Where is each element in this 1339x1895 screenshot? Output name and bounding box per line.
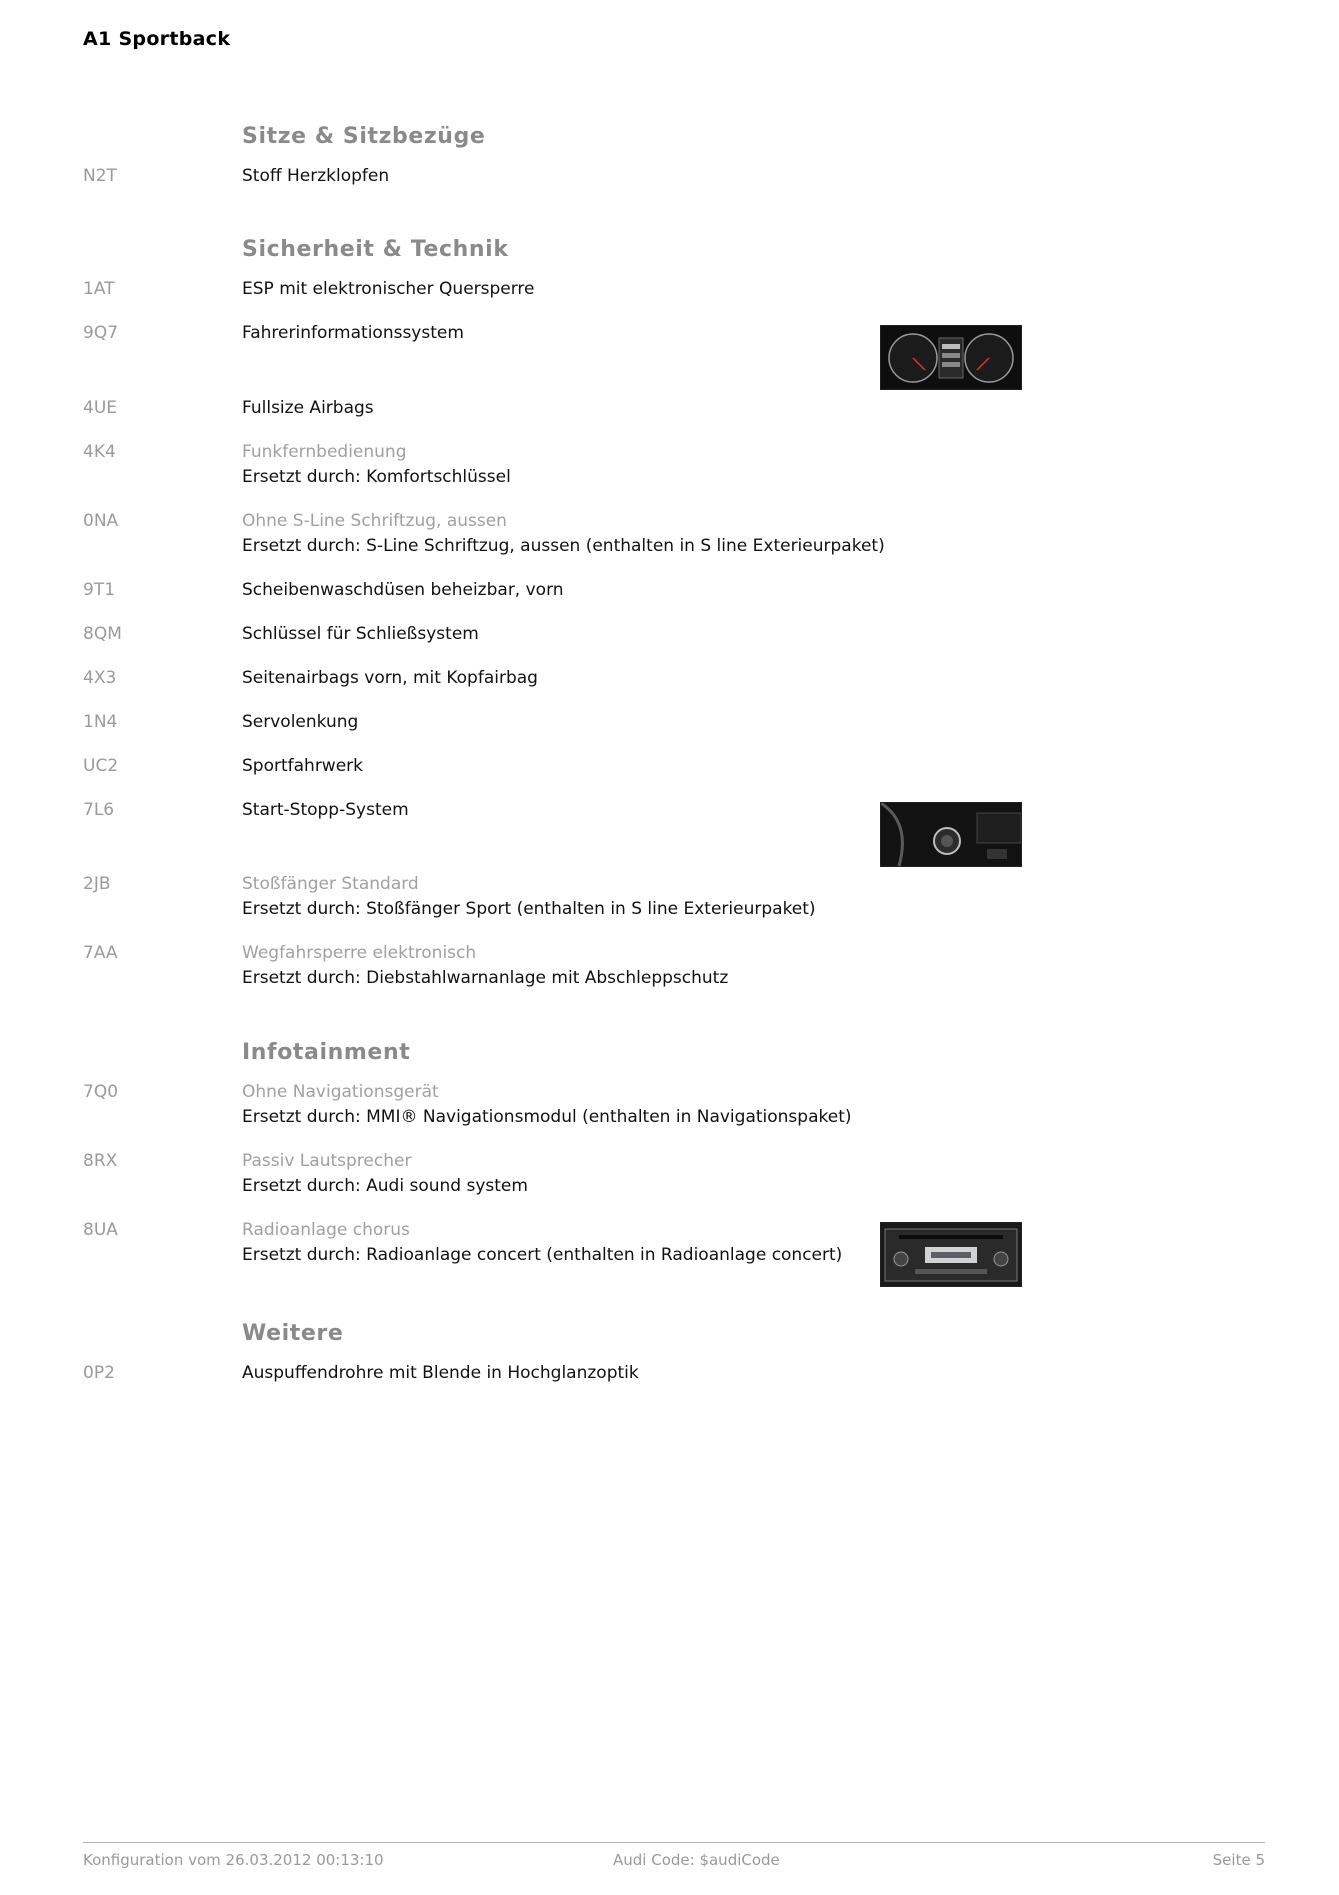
option-code: 7L6 xyxy=(83,800,115,820)
option-label-replacement: Ersetzt durch: MMI® Navigationsmodul (enthalten in Navigationspaket) xyxy=(242,1107,852,1127)
option-code: 4X3 xyxy=(83,668,117,688)
option-label: Fahrerinformationssystem xyxy=(242,323,464,343)
option-label-replacement: Ersetzt durch: Diebstahlwarnanlage mit Abschleppschutz xyxy=(242,968,729,988)
option-code: 4UE xyxy=(83,398,117,418)
option-label-replacement: Ersetzt durch: S-Line Schriftzug, aussen (enthalten in S line Exterieurpaket) xyxy=(242,536,885,556)
option-code: 7AA xyxy=(83,943,118,963)
option-label-replacement: Ersetzt durch: Radioanlage concert (enthalten in Radioanlage concert) xyxy=(242,1245,843,1265)
option-label: Fullsize Airbags xyxy=(242,398,374,418)
option-code: 2JB xyxy=(83,874,111,894)
option-label-replacement: Ersetzt durch: Komfortschlüssel xyxy=(242,467,511,487)
option-label-replacement: Ersetzt durch: Audi sound system xyxy=(242,1176,528,1196)
start-stop-button-photo xyxy=(880,802,1022,867)
option-code: 4K4 xyxy=(83,442,116,462)
option-code: N2T xyxy=(83,166,117,186)
option-code: 8UA xyxy=(83,1220,118,1240)
option-label-original: Ohne Navigationsgerät xyxy=(242,1082,439,1102)
radio-unit-photo xyxy=(880,1222,1022,1287)
option-label-original: Stoßfänger Standard xyxy=(242,874,419,894)
option-label: Sportfahrwerk xyxy=(242,756,364,776)
option-label: Seitenairbags vorn, mit Kopfairbag xyxy=(242,668,538,688)
section-heading-safety: Sicherheit & Technik xyxy=(242,237,509,262)
option-label: Scheibenwaschdüsen beheizbar, vorn xyxy=(242,580,564,600)
option-label: Stoff Herzklopfen xyxy=(242,166,390,186)
option-label-original: Passiv Lautsprecher xyxy=(242,1151,412,1171)
option-label: Auspuffendrohre mit Blende in Hochglanzoptik xyxy=(242,1363,639,1383)
option-code: 9Q7 xyxy=(83,323,119,343)
option-label-replacement: Ersetzt durch: Stoßfänger Sport (enthalten in S line Exterieurpaket) xyxy=(242,899,816,919)
section-heading-infotainment: Infotainment xyxy=(242,1040,411,1065)
option-code: 7Q0 xyxy=(83,1082,119,1102)
option-code: 1AT xyxy=(83,279,115,299)
footer-divider xyxy=(83,1842,1265,1843)
option-label-original: Wegfahrsperre elektronisch xyxy=(242,943,477,963)
option-code: 0NA xyxy=(83,511,119,531)
document-title: A1 Sportback xyxy=(83,28,231,50)
option-code: 0P2 xyxy=(83,1363,115,1383)
option-label-original: Funkfernbedienung xyxy=(242,442,407,462)
instrument-cluster-photo xyxy=(880,325,1022,390)
option-label: Start-Stopp-System xyxy=(242,800,409,820)
option-code: UC2 xyxy=(83,756,119,776)
footer-audi-code: Audi Code: $audiCode xyxy=(613,1851,780,1869)
option-label: Schlüssel für Schließsystem xyxy=(242,624,479,644)
footer-config-date: Konfiguration vom 26.03.2012 00:13:10 xyxy=(83,1851,384,1869)
option-code: 1N4 xyxy=(83,712,118,732)
option-label-original: Ohne S-Line Schriftzug, aussen xyxy=(242,511,507,531)
option-label: ESP mit elektronischer Quersperre xyxy=(242,279,535,299)
section-heading-seats: Sitze & Sitzbezüge xyxy=(242,124,486,149)
footer-page-number: Seite 5 xyxy=(1212,1851,1265,1869)
option-code: 8QM xyxy=(83,624,122,644)
option-code: 9T1 xyxy=(83,580,116,600)
section-heading-other: Weitere xyxy=(242,1321,344,1346)
option-label: Servolenkung xyxy=(242,712,359,732)
option-label-original: Radioanlage chorus xyxy=(242,1220,410,1240)
option-code: 8RX xyxy=(83,1151,118,1171)
